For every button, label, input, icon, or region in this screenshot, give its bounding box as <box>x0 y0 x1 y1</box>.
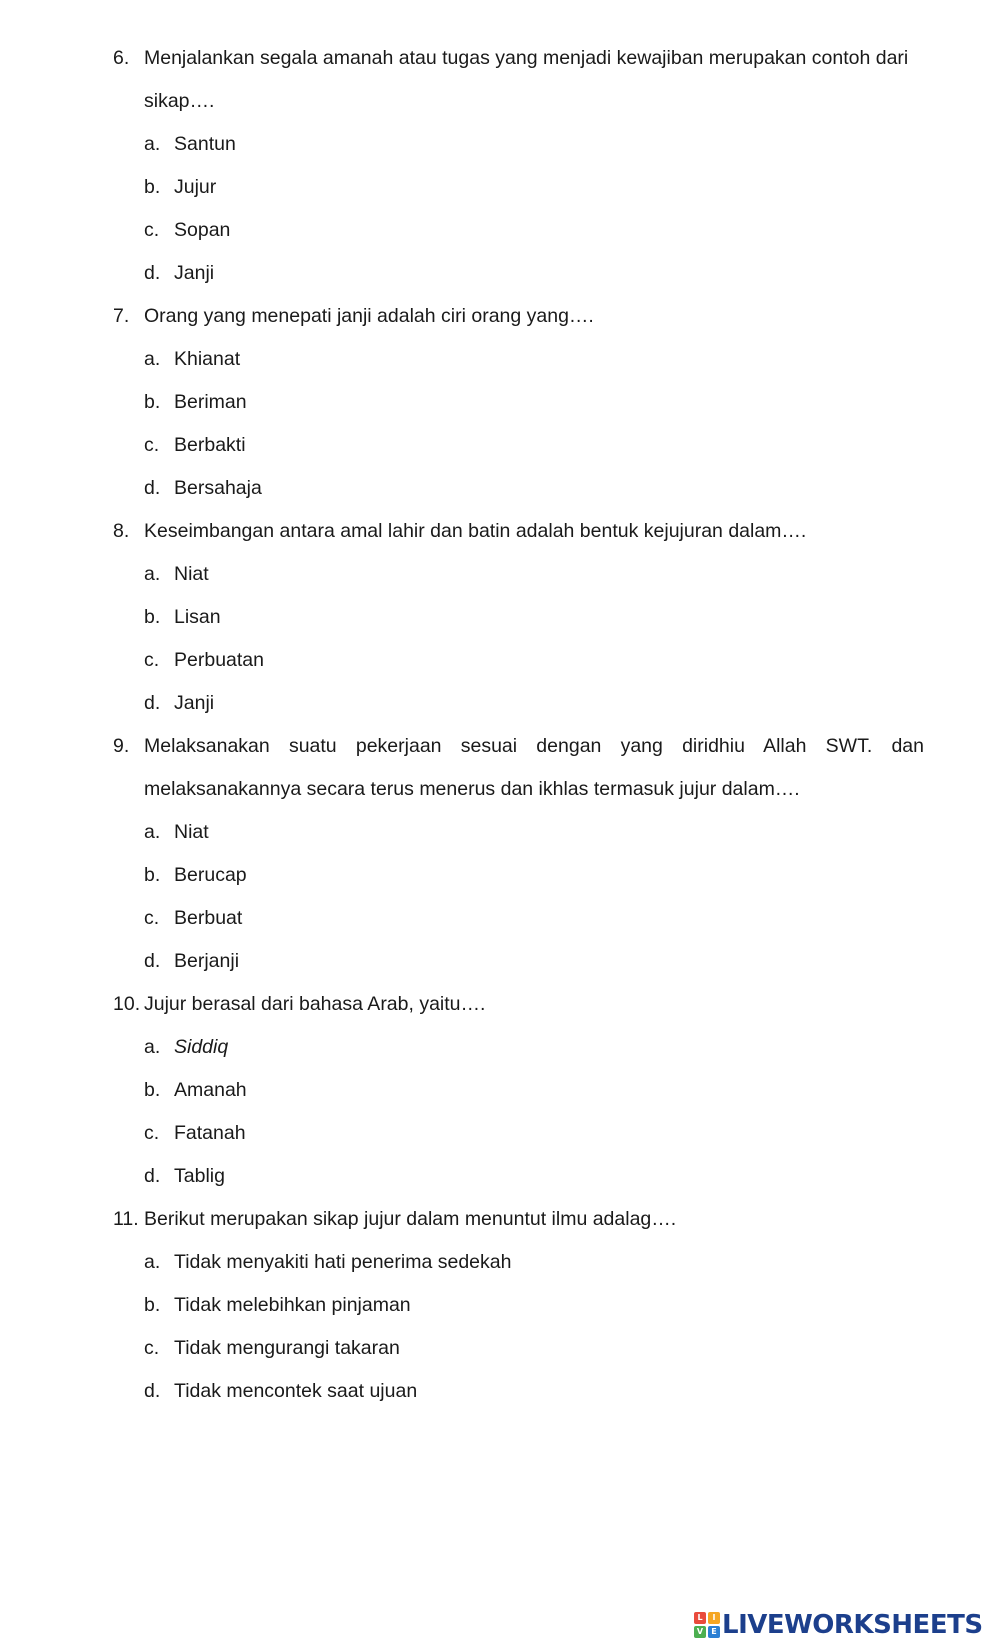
option-letter: c. <box>144 907 160 929</box>
option-letter: b. <box>144 864 161 886</box>
question-number: 11. <box>113 1208 139 1230</box>
question-text: sikap…. <box>144 90 215 112</box>
option-text: Bersahaja <box>174 477 262 499</box>
option-text: Siddiq <box>174 1036 229 1058</box>
option-letter: a. <box>144 1251 161 1273</box>
logo-tile: V <box>694 1626 706 1638</box>
option-text: Tidak mengurangi takaran <box>174 1337 400 1359</box>
option-text: Perbuatan <box>174 649 264 671</box>
logo-tile: L <box>694 1612 706 1624</box>
option-letter: d. <box>144 1165 161 1187</box>
logo-tile: I <box>708 1612 720 1624</box>
option-letter: b. <box>144 391 161 413</box>
option-text: Fatanah <box>174 1122 246 1144</box>
logo-wordmark: LIVEWORKSHEETS <box>722 1610 983 1640</box>
question-text: Jujur berasal dari bahasa Arab, yaitu…. <box>144 993 486 1015</box>
option-letter: d. <box>144 692 161 714</box>
option-letter: d. <box>144 1380 161 1402</box>
option-letter: d. <box>144 262 161 284</box>
option-letter: c. <box>144 1337 160 1359</box>
question-number: 9. <box>113 735 130 757</box>
question-number: 7. <box>113 305 130 327</box>
option-text: Berjanji <box>174 950 240 972</box>
option-text: Niat <box>174 821 209 843</box>
option-letter: b. <box>144 606 161 628</box>
option-text: Tidak menyakiti hati penerima sedekah <box>174 1251 512 1273</box>
option-text: Tablig <box>174 1165 225 1187</box>
option-text: Janji <box>174 692 215 714</box>
option-text: Beriman <box>174 391 247 413</box>
option-letter: a. <box>144 133 161 155</box>
option-text: Tidak mencontek saat ujuan <box>174 1380 418 1402</box>
option-letter: a. <box>144 563 161 585</box>
option-letter: a. <box>144 821 161 843</box>
option-text: Lisan <box>174 606 221 628</box>
question-number: 10. <box>113 993 141 1015</box>
question-text: Orang yang menepati janji adalah ciri orang yang…. <box>144 305 594 327</box>
option-letter: c. <box>144 1122 160 1144</box>
option-letter: b. <box>144 1294 161 1316</box>
question-text: melaksanakannya secara terus menerus dan ikhlas termasuk jujur dalam…. <box>144 778 800 800</box>
option-letter: c. <box>144 434 160 456</box>
logo-tiles-icon <box>694 1612 720 1638</box>
option-text: Khianat <box>174 348 241 370</box>
option-text: Tidak melebihkan pinjaman <box>174 1294 411 1316</box>
option-letter: b. <box>144 176 161 198</box>
option-letter: b. <box>144 1079 161 1101</box>
question-number: 6. <box>113 47 130 69</box>
option-text: Berucap <box>174 864 247 886</box>
option-text: Amanah <box>174 1079 247 1101</box>
option-letter: c. <box>144 219 160 241</box>
option-text: Janji <box>174 262 215 284</box>
option-text: Niat <box>174 563 209 585</box>
option-text: Sopan <box>174 219 231 241</box>
option-letter: a. <box>144 1036 161 1058</box>
option-text: Santun <box>174 133 236 155</box>
option-letter: d. <box>144 477 161 499</box>
liveworksheets-logo <box>694 1610 983 1640</box>
option-text: Berbakti <box>174 434 246 456</box>
logo-tile: E <box>708 1626 720 1638</box>
question-text: Keseimbangan antara amal lahir dan batin adalah bentuk kejujuran dalam…. <box>144 520 807 542</box>
question-text: Menjalankan segala amanah atau tugas yang menjadi kewajiban merupakan contoh dari <box>144 47 909 69</box>
option-letter: c. <box>144 649 160 671</box>
question-text: Melaksanakan suatu pekerjaan sesuai dengan yang diridhiu Allah SWT. dan <box>144 735 924 757</box>
question-text: Berikut merupakan sikap jujur dalam menuntut ilmu adalag…. <box>144 1208 677 1230</box>
question-number: 8. <box>113 520 130 542</box>
option-text: Berbuat <box>174 907 243 929</box>
option-text: Jujur <box>174 176 217 198</box>
option-letter: a. <box>144 348 161 370</box>
option-letter: d. <box>144 950 161 972</box>
